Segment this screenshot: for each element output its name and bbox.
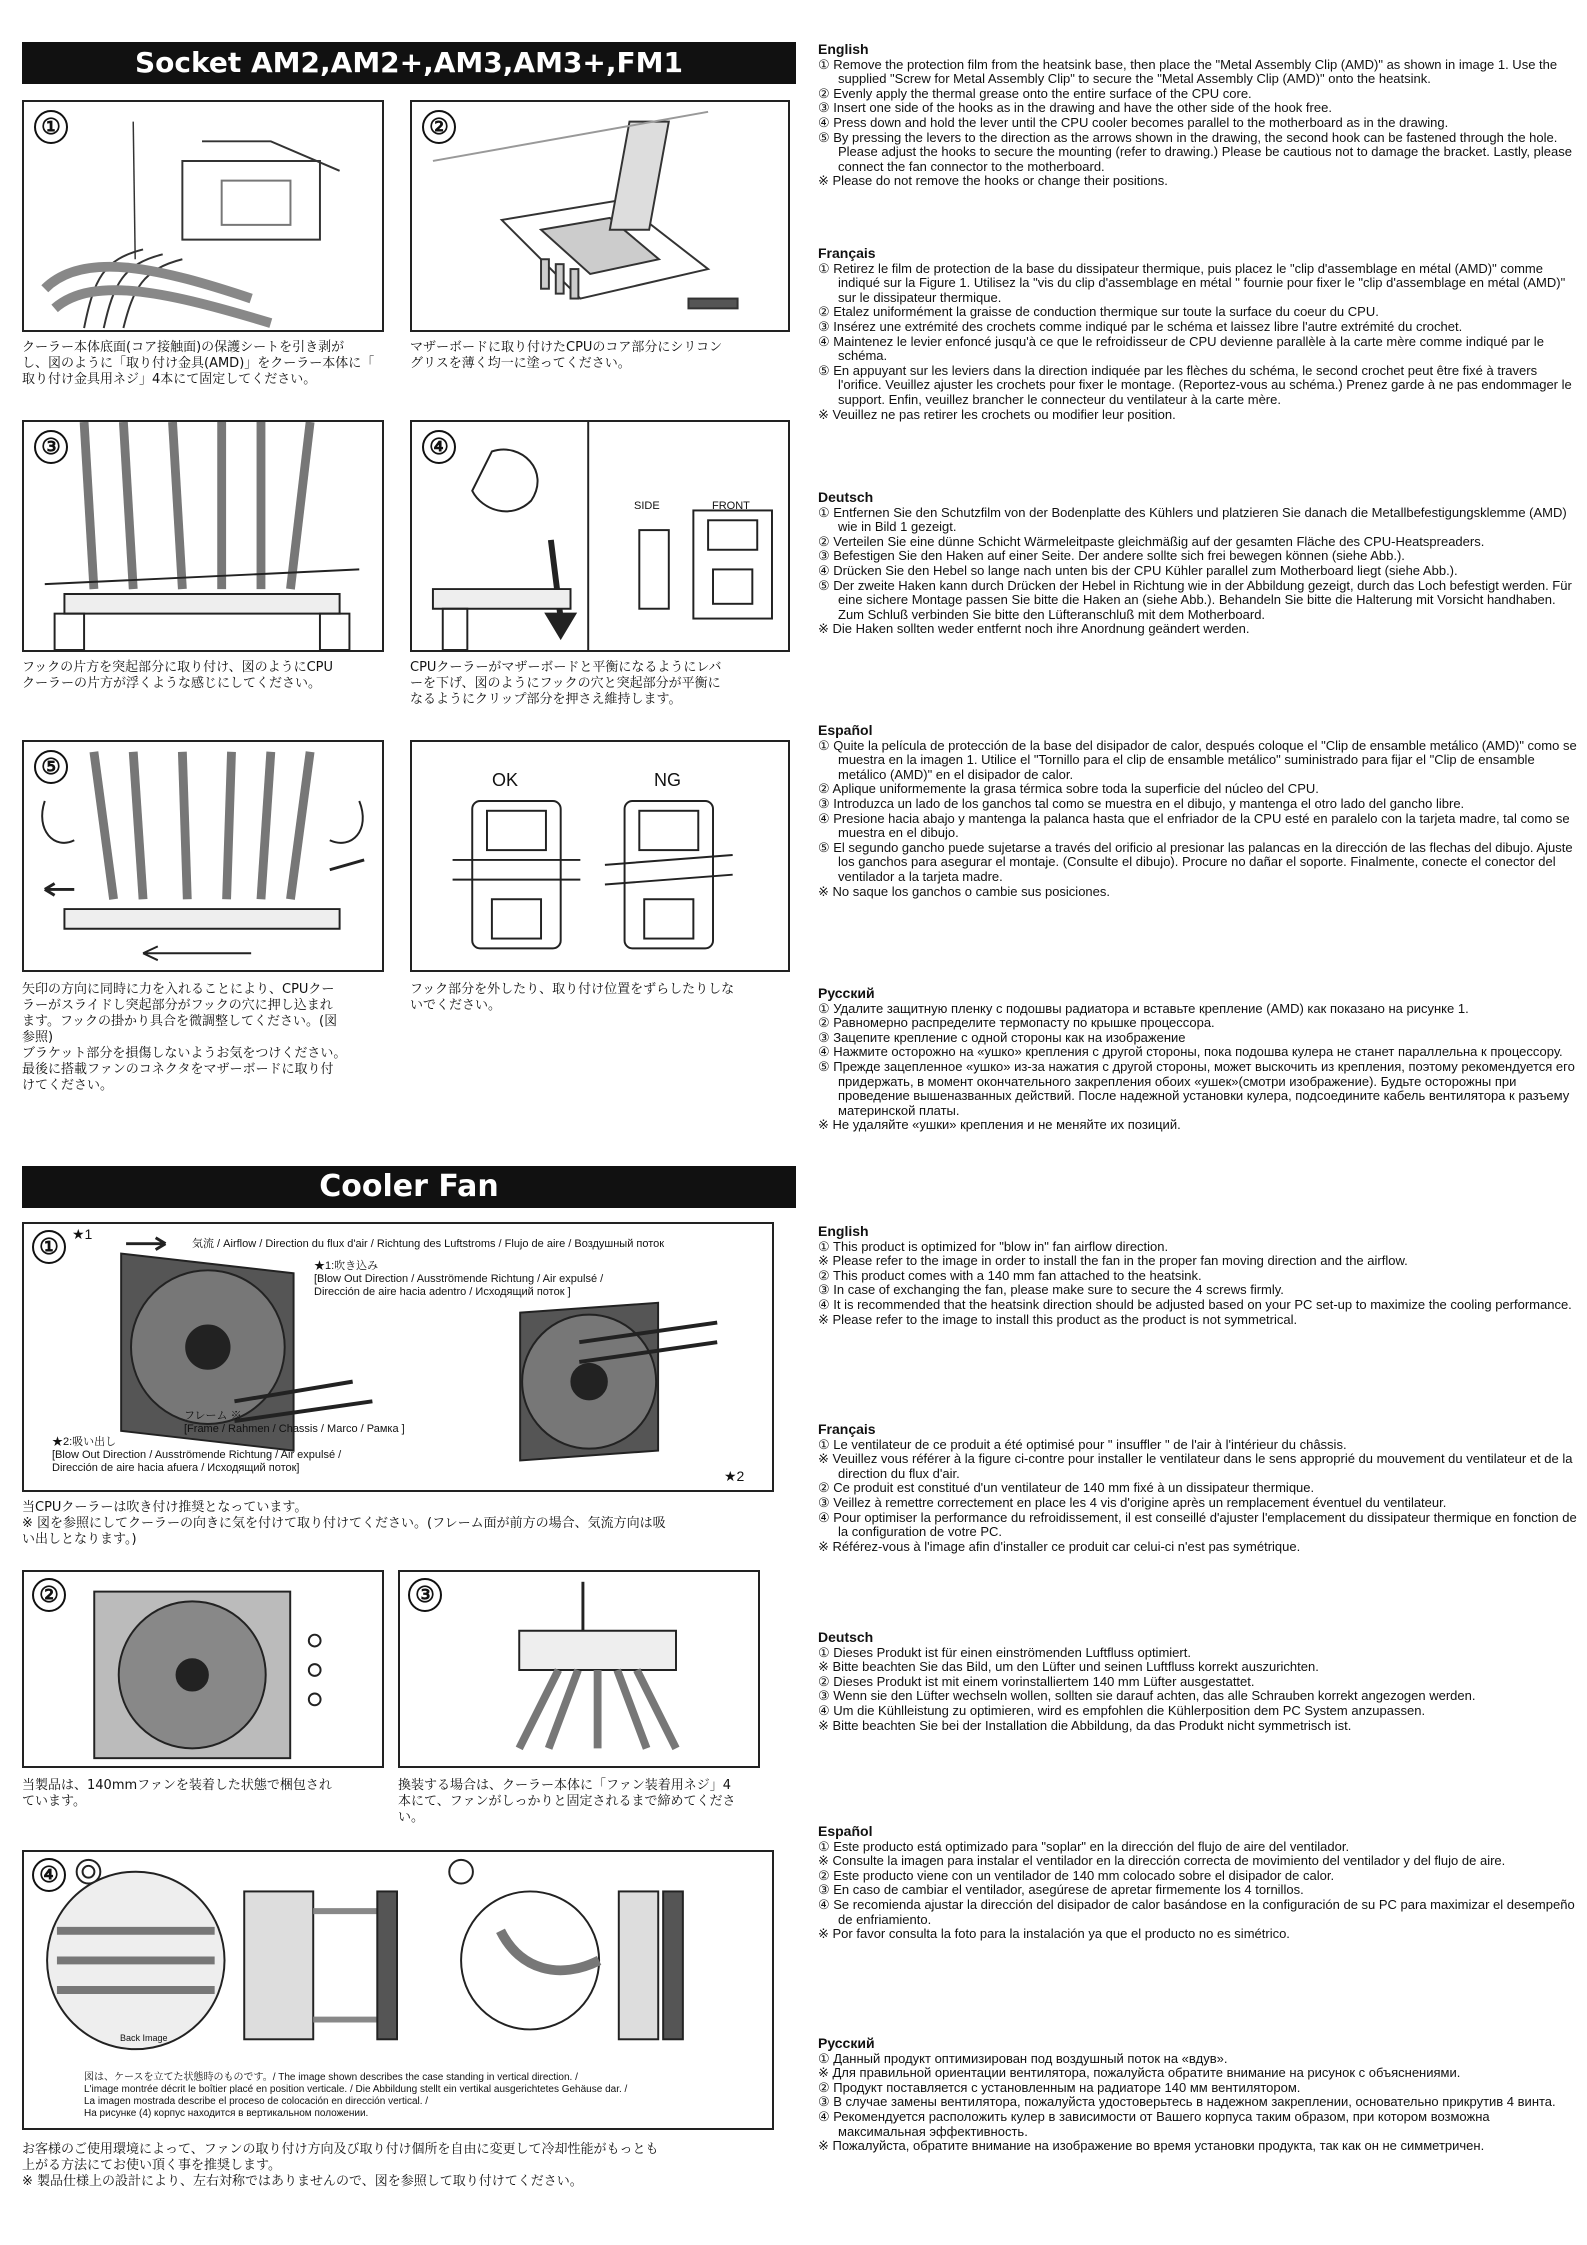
instruction-item: ※ Veuillez vous référer à la figure ci-contre pour installer le ventilateur dans le sens approprié du mouvement du ventilateur et de la direction du flux d'air. — [818, 1451, 1573, 1481]
instruction-item: ③ Befestigen Sie den Haken auf einer Seite. Der andere sollte sich frei bewegen können (siehe Abb.). — [818, 548, 1405, 564]
fan-figure-2 — [22, 1570, 384, 1768]
language-heading: Русский — [818, 985, 875, 1001]
fan-text-lang-block — [818, 1630, 1578, 1733]
instruction-item: ※ Please do not remove the hooks or change their positions. — [818, 173, 1168, 189]
socket-drawing-5 — [24, 742, 382, 970]
socket-drawing-2 — [412, 102, 788, 330]
fan-banner: Cooler Fan — [22, 1166, 796, 1208]
instruction-item: ① Удалите защитную пленку с подошвы радиатора и вставьте крепление (AMD) как показано на рисунке 1. — [818, 1000, 1469, 1016]
front-label: FRONT — [712, 500, 750, 512]
instruction-item: ④ Рекомендуется расположить кулер в зависимости от Вашего корпуса таким образом, при котором возможна максимальная эффективность. — [818, 2108, 1490, 2139]
instruction-item: ③ In case of exchanging the fan, please make sure to secure the 4 screws firmly. — [818, 1282, 1284, 1298]
instruction-item: ① Este producto está optimizado para "soplar" en la dirección del flujo de aire del ventilador. — [818, 1838, 1350, 1854]
instruction-item: ② Este producto viene con un ventilador de 140 mm colocado sobre el disipador de calor. — [818, 1867, 1335, 1883]
instruction-item: ⑤ Der zweite Haken kann durch Drücken der Hebel in Richtung wie in der Abbildung gezeigt, durch das Loch befestigt werden. Für eine sichere Montage passen Sie bitte die Haken an (siehe Abb.). Behandeln Sie bitte die Halterung mit Vorsicht handhaben. Zum Schluß verbinden Sie bitte den Lüfteranschluß mit dem Motherboard. — [818, 577, 1572, 622]
language-heading: Español — [818, 722, 873, 738]
instruction-item: ⑤ En appuyant sur les leviers dans la direction indiquée par les flèches du schéma, le second crochet peut être fixé à travers l'orifice. Veuillez ajuster les crochets pour fixer le montage. (Reportez-vous au schéma.) Prenez garde à ne pas endommager le support. Enfin, veuillez brancher le connecteur du ventilateur à la carte mère. — [818, 362, 1572, 407]
language-heading: Français — [818, 1421, 876, 1437]
blow-in-label: ★1:吹き込み [Blow Out Direction / Ausströmende Richtung / Air expulsé / Dirección de aire hacia adentro / Исходящий поток ] — [314, 1260, 604, 1298]
ok-ng-drawing — [412, 742, 788, 970]
instruction-item: ④ Maintenez le levier enfoncé jusqu'à ce que le refroidisseur de CPU devienne parallèle à la carte mère comme indiqué par le schéma. — [818, 333, 1544, 364]
instruction-item: ※ Bitte beachten Sie bei der Installation die Abbildung, da das Produkt nicht symmetrisch ist. — [818, 1717, 1352, 1733]
instruction-item: ④ Press down and hold the lever until the CPU cooler becomes parallel to the motherboard as in the drawing. — [818, 114, 1449, 130]
instruction-item: ⑤ El segundo gancho puede sujetarse a través del orificio al presionar las palancas en la dirección de las flechas del dibujo. Ajuste los ganchos para asegurar el montaje. (Consulte el dibujo). Procure no dañar el soporte. Finalmente, conecte el conector del ventilador a la tarjeta madre. — [818, 839, 1573, 884]
instruction-item: ※ Для правильной ориентации вентилятора, пожалуйста обратите внимание на рисунок с объяснениями. — [818, 2065, 1461, 2081]
instruction-item: ③ В случае замены вентилятора, пожалуйста удостоверьтесь в надежном закреплении, основательно прикрутив 4 винта. — [818, 2094, 1556, 2110]
fan-jp-text-3: 換装する場合は、クーラー本体に「ファン装着用ネジ」4 本にて、ファンがしっかりと固定されるまで締めてくださ い。 — [398, 1778, 736, 1825]
instruction-item: ① Remove the protection film from the heatsink base, then place the "Metal Assembly Clip (AMD)" as shown in image 1. Use the supplied "Screw for Metal Assembly Clip" to secure the "Metal Assembly Clip (AMD)" onto the heatsink. — [818, 56, 1558, 87]
instruction-item: ① Entfernen Sie den Schutzfilm von der Bodenplatte des Kühlers und platzieren Sie danach die Metallbefestigungsklemme (AMD) wie in Bild 1 gezeigt. — [818, 504, 1567, 535]
instruction-item: ② This product comes with a 140 mm fan attached to the heatsink. — [818, 1267, 1202, 1283]
instruction-item: ※ Die Haken sollten weder entfernt noch ihre Anordnung geändert werden. — [818, 621, 1250, 637]
instruction-item: ② Evenly apply the thermal grease onto the entire surface of the CPU core. — [818, 85, 1252, 101]
step-number: ⑤ — [34, 750, 68, 784]
fan-text-lang-block — [818, 1224, 1578, 1327]
socket-jp-text-4: CPUクーラーがマザーボードと平衡になるようにレバ ーを下げ、図のようにフックの穴と突起部分が平衡に なるようにクリップ部分を押さえ維持します。 — [410, 660, 722, 707]
language-heading: English — [818, 41, 869, 57]
socket-text-lang-block — [818, 246, 1578, 422]
instruction-item: ③ Insert one side of the hooks as in the drawing and have the other side of the hook free. — [818, 100, 1332, 116]
socket-figure-2 — [410, 100, 790, 332]
star-2: ★2 — [724, 1468, 745, 1484]
step-number: ① — [32, 1230, 66, 1264]
language-heading: Español — [818, 1823, 873, 1839]
instruction-item: ① This product is optimized for "blow in" fan airflow direction. — [818, 1238, 1169, 1254]
instruction-item: ※ Пожалуйста, обратите внимание на изображение во время установки продукта, так как он не симметричен. — [818, 2138, 1485, 2154]
fan-drawing-3 — [400, 1572, 758, 1766]
socket-figure-4 — [410, 420, 790, 652]
socket-jp-text-3: フックの片方を突起部分に取り付け、図のようにCPU クーラーの片方が浮くような感じにしてください。 — [22, 660, 334, 691]
instruction-item: ③ Insérez une extrémité des crochets comme indiqué par le schéma et laissez libre l'autre extrémité du crochet. — [818, 318, 1463, 334]
instruction-item: ① Dieses Produkt ist für einen einströmenden Luftfluss optimiert. — [818, 1644, 1191, 1660]
instruction-item: ④ Нажмите осторожно на «ушко» крепления с другой стороны, пока подошва кулера не станет параллельна к процессору. — [818, 1044, 1563, 1060]
instruction-item: ② Aplique uniformemente la grasa térmica sobre toda la superficie del núcleo del CPU. — [818, 781, 1319, 797]
instruction-item: ④ Drücken Sie den Hebel so lange nach unten bis der CPU Kühler parallel zum Motherboard liegt (siehe Abb.). — [818, 562, 1458, 578]
instruction-item: ① Quite la película de protección de la base del disipador de calor, después coloque el "Clip de ensamble metálico (AMD)" como se muestra en la imagen 1. Utilice el "Tornillo para el clip de ensamble metálico" suministrado para fijar el "Clip de ensamble metálico (AMD)" en el disipador de calor. — [818, 737, 1577, 782]
instruction-item: ④ Pour optimiser la performance du refroidissement, il est conseillé d'ajuster l'emplacement du dissipateur thermique en fonction de la configuration de votre PC. — [818, 1509, 1577, 1540]
socket-figure-5 — [22, 740, 384, 972]
ok-label: OK — [492, 770, 519, 790]
instruction-item: ※ Consulte la imagen para instalar el ventilador en la dirección correcta de movimiento del ventilador y del flujo de aire. — [818, 1853, 1506, 1869]
instruction-item: ※ Veuillez ne pas retirer les crochets ou modifier leur position. — [818, 406, 1176, 422]
fan-jp-text-2: 当製品は、140mmファンを装着した状態で梱包され ています。 — [22, 1778, 332, 1809]
instruction-item: ③ Veillez à remettre correctement en place les 4 vis d'origine après un remplacement éventuel du ventilateur. — [818, 1494, 1447, 1510]
language-heading: Français — [818, 245, 876, 261]
instruction-item: ② Etalez uniformément la graisse de conduction thermique sur toute la surface du coeur du CPU. — [818, 304, 1379, 320]
instruction-item: ② Dieses Produkt ist mit einem vorinstalliertem 140 mm Lüfter ausgestattet. — [818, 1673, 1255, 1689]
fan-figure-3 — [398, 1570, 760, 1768]
instruction-item: ④ It is recommended that the heatsink direction should be adjusted based on your PC set-up to maximize the cooling performance. — [818, 1296, 1572, 1312]
socket-drawing-3 — [24, 422, 382, 650]
socket-figure-1 — [22, 100, 384, 332]
instruction-item: ※ Por favor consulta la foto para la instalación ya que el producto no es simétrico. — [818, 1926, 1290, 1942]
socket-jp-text-1: クーラー本体底面(コア接触面)の保護シートを引き剥が し、図のように「取り付け金具(AMD)」をクーラー本体に「 取り付け金具用ネジ」4本にて固定してください。 — [22, 340, 375, 387]
frame-label: フレーム ※ [Frame / Rahmen / Chassis / Marco / Рамка ] — [184, 1410, 405, 1435]
step-number: ③ — [34, 430, 68, 464]
instruction-item: ② Продукт поставляется с установленным на радиаторе 140 мм вентилятором. — [818, 2079, 1301, 2095]
socket-text-lang-block — [818, 723, 1578, 899]
socket-banner: Socket AM2,AM2+,AM3,AM3+,FM1 — [22, 42, 796, 84]
socket-figure-3 — [22, 420, 384, 652]
side-label: SIDE — [634, 500, 660, 512]
step-number: ① — [34, 110, 68, 144]
instruction-item: ⑤ Прежде зацепленное «ушко» из-за нажатия с другой стороны, может выскочить из крепления, поэтому рекомендуется его придержать, в момент окончательного закрепления обоих «ушек»(смотри изображение). Будьте осторожны при проведение вышеназванных действий. После надежной установки кулера, подсоедините кабель вентилятора к разъему материнской платы. — [818, 1058, 1575, 1118]
instruction-item: ① Retirez le film de protection de la base du dissipateur thermique, puis placez le "clip d'assemblage en métal (AMD)" comme indiqué sur la Figure 1. Utilisez la "vis du clip d'assemblage en métal " fournie pour fixer le "clip d'assemblage en métal (AMD)" sur le dissipateur thermique. — [818, 260, 1566, 305]
fan-caption-4: 図は、ケースを立てた状態時のものです。/ The image shown describes the case standing in vertical direction. / L'image montrée décrit le boîtier placé en position verticale. / Die Abbildung stellt ein vertikal ausgerichtetes Gehäuse dar. / La imagen mostrada describe el proceso de colocación en dirección vertical. / На рисунке (4) корпус находится в вертикальном положении. — [84, 2072, 628, 2119]
fan-drawing-2 — [24, 1572, 382, 1766]
step-number: ② — [32, 1578, 66, 1612]
socket-text-lang-block — [818, 42, 1578, 189]
star-1: ★1 — [72, 1226, 93, 1242]
fan-text-lang-block — [818, 1422, 1578, 1554]
instruction-item: ④ Se recomienda ajustar la dirección del disipador de calor basándose en la configuración de su PC para maximizar el desempeño de enfriamiento. — [818, 1896, 1575, 1927]
ng-label: NG — [654, 770, 681, 790]
fan-figure-1 — [22, 1222, 774, 1492]
instruction-item: ② Равномерно распределите термопасту по крышке процессора. — [818, 1015, 1215, 1031]
socket-figure-ok-ng — [410, 740, 790, 972]
instruction-item: ② Ce produit est constitué d'un ventilateur de 140 mm fixé à un dissipateur thermique. — [818, 1480, 1315, 1496]
instruction-item: ③ Introduzca un lado de los ganchos tal como se muestra en el dibujo, y mantenga el otro lado del gancho libre. — [818, 795, 1465, 811]
language-heading: English — [818, 1223, 869, 1239]
instruction-item: ※ Bitte beachten Sie das Bild, um den Lüfter und seinen Luftfluss korrekt auszurichten. — [818, 1659, 1319, 1675]
instruction-item: ※ Не удаляйте «ушки» крепления и не меняйте их позиций. — [818, 1117, 1181, 1133]
back-image-label: Back Image — [120, 2033, 168, 2043]
step-number: ③ — [408, 1578, 442, 1612]
instruction-item: ※ Référez-vous à l'image afin d'installer ce produit car celui-ci n'est pas symétrique. — [818, 1538, 1301, 1554]
instruction-item: ⑤ By pressing the levers to the direction as the arrows shown in the drawing, the second hook can be fastened through the hole. Please adjust the hooks to secure the mounting (refer to drawing.) Please be cautious not to damage the bracket. Lastly, please connect the fan connector to the motherboard. — [818, 129, 1572, 174]
instruction-item: ③ Wenn sie den Lüfter wechseln wollen, sollten sie darauf achten, das alle Schrauben korrekt angezogen werden. — [818, 1688, 1476, 1704]
socket-drawing-4 — [412, 422, 788, 650]
instruction-item: ※ No saque los ganchos o cambie sus posiciones. — [818, 883, 1110, 899]
socket-jp-text-5: 矢印の方向に同時に力を入れることにより、CPUクー ラーがスライドし突起部分がフックの穴に押し込まれ ます。フックの掛かり具合を微調整してください。(図 参照) ブラケット部分を損傷しないようお気をつけください。 最後に搭載ファンのコネクタをマザーボードに取り付 けてください。 — [22, 982, 347, 1093]
socket-jp-text-6: フック部分を外したり、取り付け位置をずらしたりしな いでください。 — [410, 982, 735, 1013]
blow-out-label: ★2:吸い出し [Blow Out Direction / Ausströmende Richtung / Air expulsé / Dirección de aire hacia afuera / Исходящий поток] — [52, 1436, 342, 1474]
socket-jp-text-2: マザーボードに取り付けたCPUのコア部分にシリコン グリスを薄く均一に塗ってください。 — [410, 340, 723, 371]
instruction-item: ① Данный продукт оптимизирован под воздушный поток на «вдув». — [818, 2050, 1228, 2066]
fan-figure-4 — [22, 1850, 774, 2130]
socket-drawing-1 — [24, 102, 382, 330]
step-number: ④ — [422, 430, 456, 464]
language-heading: Deutsch — [818, 489, 874, 505]
instruction-item: ※ Please refer to the image in order to install the fan in the proper fan moving direction and the airflow. — [818, 1253, 1408, 1269]
socket-text-lang-block — [818, 986, 1578, 1133]
fan-text-lang-block — [818, 1824, 1578, 1942]
fan-jp-text-4: お客様のご使用環境によって、ファンの取り付け方向及び取り付け個所を自由に変更して冷却性能がもっとも 上がる方法にてお使い頂く事を推奨します。 ※ 製品仕様上の設計により、左右対称ではありませんので、図を参照して取り付けてください。 — [22, 2142, 659, 2189]
instruction-item: ※ Please refer to the image to install this product as the product is not symmetrical. — [818, 1311, 1298, 1327]
language-heading: Deutsch — [818, 1629, 874, 1645]
fan-jp-text-1: 当CPUクーラーは吹き付け推奨となっています。 ※ 図を参照にしてクーラーの向きに気を付けて取り付けてください。(フレーム面が前方の場合、気流方向は吸 い出しとなります。) — [22, 1500, 666, 1547]
airflow-label: 気流 / Airflow / Direction du flux d'air / Richtung des Luftstroms / Flujo de aire / Воздушный поток — [192, 1238, 665, 1250]
instruction-item: ③ Зацепите крепление с одной стороны как на изображение — [818, 1029, 1186, 1045]
instruction-item: ④ Presione hacia abajo y mantenga la palanca hasta que el enfriador de la CPU esté en paralelo con la tarjeta madre, tal como se muestra en el dibujo. — [818, 810, 1570, 841]
step-number: ④ — [32, 1858, 66, 1892]
language-heading: Русский — [818, 2035, 875, 2051]
instruction-item: ① Le ventilateur de ce produit a été optimisé pour " insuffler " de l'air à l'intérieur du châssis. — [818, 1436, 1347, 1452]
instruction-item: ② Verteilen Sie eine dünne Schicht Wärmeleitpaste gleichmäßig auf der gesamten Fläche des CPU-Heatspreaders. — [818, 533, 1485, 549]
fan-text-lang-block — [818, 2036, 1578, 2154]
instruction-item: ③ En caso de cambiar el ventilador, asegúrese de apretar firmemente los 4 tornillos. — [818, 1882, 1304, 1898]
socket-text-lang-block — [818, 490, 1578, 637]
step-number: ② — [422, 110, 456, 144]
instruction-item: ④ Um die Kühlleistung zu optimieren, wird es empfohlen die Kühlerposition dem PC System anzupassen. — [818, 1702, 1426, 1718]
